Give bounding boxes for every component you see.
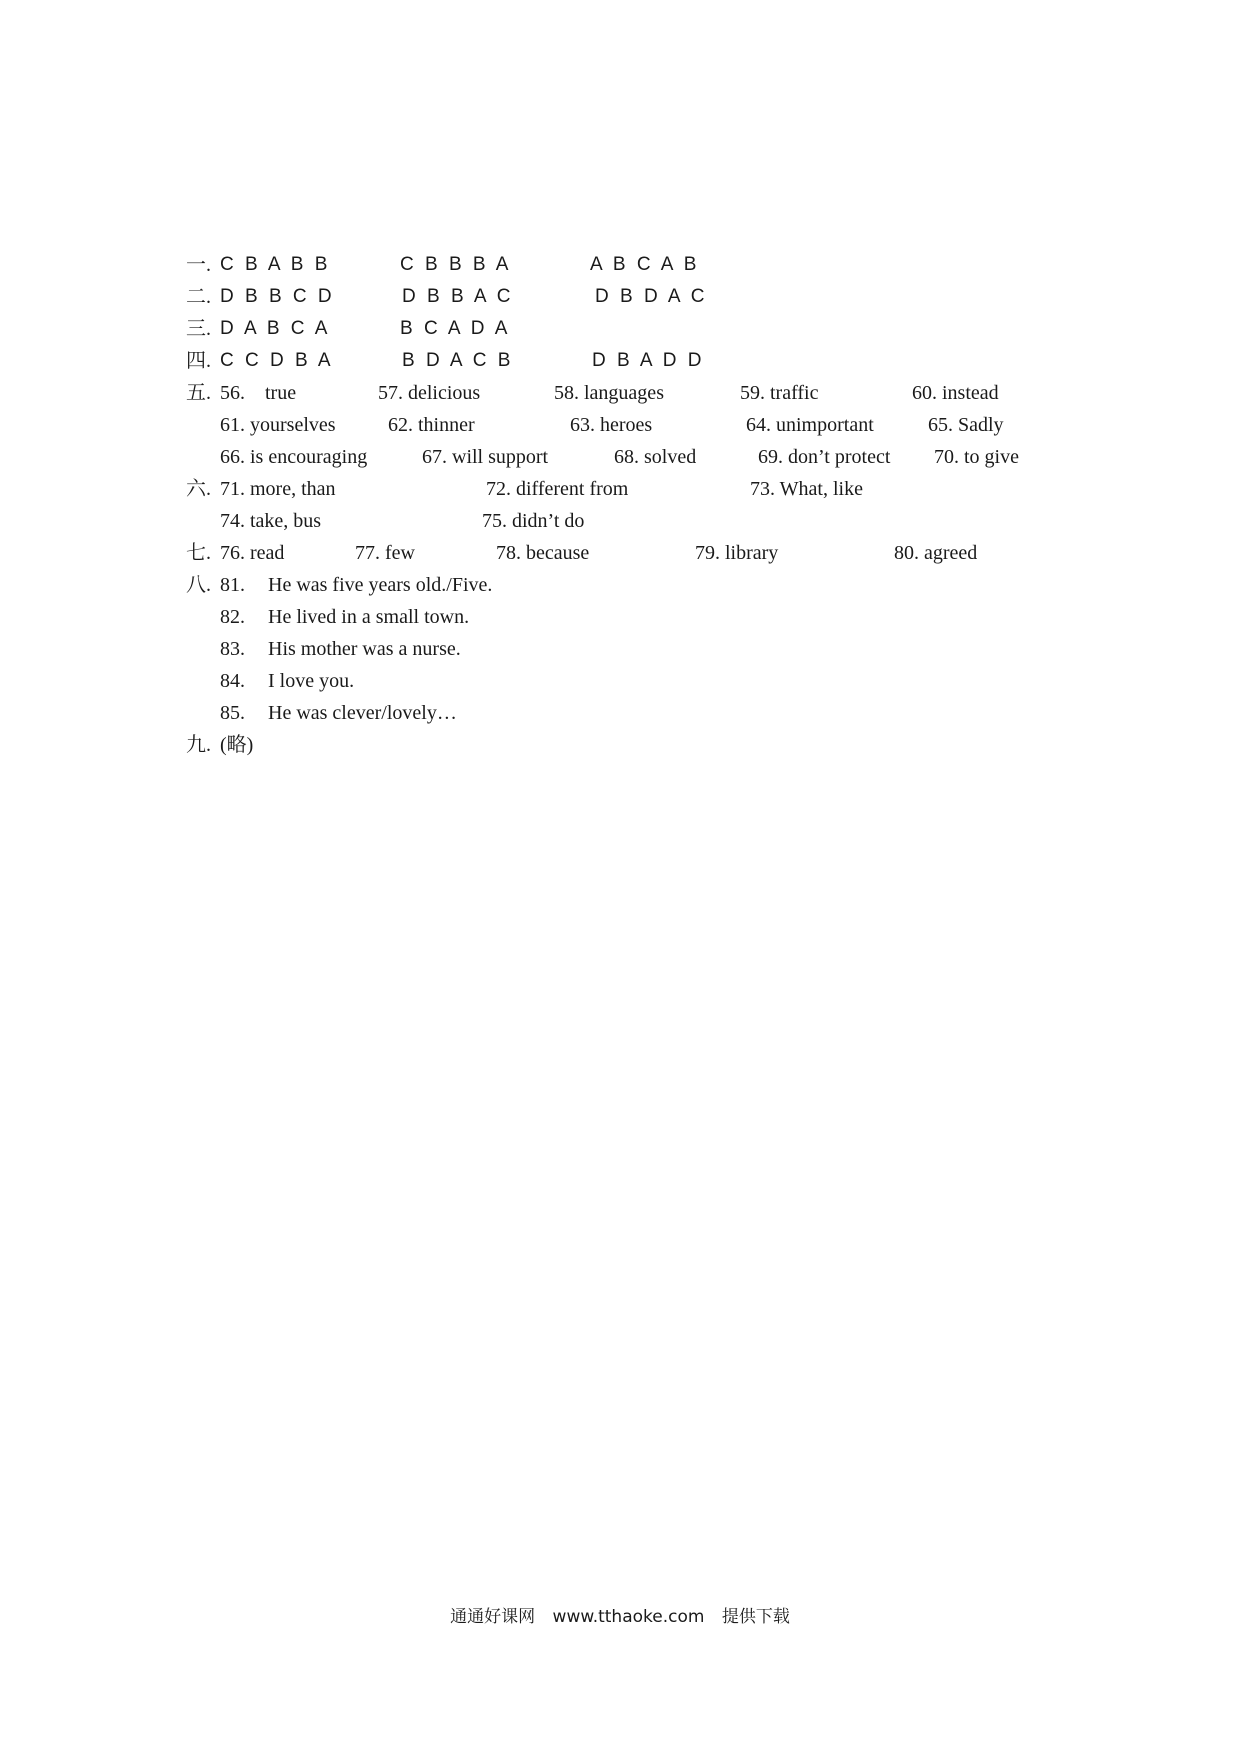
answer-group: C B A B B [220, 254, 331, 275]
section-3-mark: 三. [186, 318, 211, 340]
answer-item: 66. is encouraging [220, 446, 368, 468]
answer-group: B C A D A [400, 318, 511, 339]
section-1-mark: 一. [186, 254, 211, 276]
answer-item: 76. read [220, 542, 285, 564]
footer-note: 提供下载 [721, 1607, 790, 1627]
section-9-text: (略) [220, 734, 254, 756]
answer-group: D B B A C [402, 286, 514, 307]
answer-item: 64. unimportant [746, 414, 874, 436]
answer-item: 75. didn’t do [482, 510, 585, 532]
answer-item: 63. heroes [570, 414, 653, 436]
answer-item: 60. instead [912, 382, 999, 404]
answer-group: D B B C D [220, 286, 335, 307]
answer-group: A B C A B [590, 254, 700, 275]
answer-item: 62. thinner [388, 414, 475, 436]
answer-sentence: I love you. [268, 670, 355, 692]
answer-number: 85. [220, 702, 245, 724]
answer-item: 56. true [220, 382, 297, 404]
answer-item: 72. different from [486, 478, 629, 500]
answer-item: 79. library [695, 542, 779, 564]
answer-sentence: He was clever/lovely… [268, 702, 457, 724]
answer-item: 77. few [355, 542, 415, 564]
answer-number: 82. [220, 606, 245, 628]
answer-item: 68. solved [614, 446, 697, 468]
answer-group: C C D B A [220, 350, 334, 371]
page-footer [0, 1605, 1240, 1629]
answer-sentence: He was five years old./Five. [268, 574, 493, 596]
answer-item: 58. languages [554, 382, 664, 404]
footer-site-name: 通通好课网 [450, 1607, 536, 1627]
answer-sentence: He lived in a small town. [268, 606, 470, 628]
answer-item: 65. Sadly [928, 414, 1004, 436]
answer-number: 84. [220, 670, 245, 692]
answer-item: 69. don’t protect [758, 446, 891, 468]
section-5-mark: 五. [186, 382, 211, 404]
answer-item: 67. will support [422, 446, 549, 468]
answer-item: 74. take, bus [220, 510, 322, 532]
section-8-mark: 八. [186, 574, 211, 596]
answer-group: D A B C A [220, 318, 331, 339]
section-9-mark: 九. [186, 734, 211, 756]
answer-sentence: His mother was a nurse. [268, 638, 461, 660]
section-6-mark: 六. [186, 478, 211, 500]
answer-group: D B D A C [595, 286, 708, 307]
answer-item: 73. What, like [750, 478, 863, 500]
answer-number: 83. [220, 638, 245, 660]
answer-group: C B B B A [400, 254, 512, 275]
answer-item: 59. traffic [740, 382, 819, 404]
section-4-mark: 四. [186, 350, 211, 372]
answer-item: 78. because [496, 542, 590, 564]
answer-item: 80. agreed [894, 542, 978, 564]
section-7-mark: 七. [186, 542, 211, 564]
answer-item: 70. to give [934, 446, 1019, 468]
answer-item: 61. yourselves [220, 414, 336, 436]
answer-item: 71. more, than [220, 478, 336, 500]
footer-url: www.tthaoke.com [552, 1607, 705, 1627]
answer-group: D B A D D [592, 350, 705, 371]
answer-item: 57. delicious [378, 382, 481, 404]
section-2-mark: 二. [186, 286, 211, 308]
answer-number: 81. [220, 574, 245, 596]
answer-group: B D A C B [402, 350, 514, 371]
